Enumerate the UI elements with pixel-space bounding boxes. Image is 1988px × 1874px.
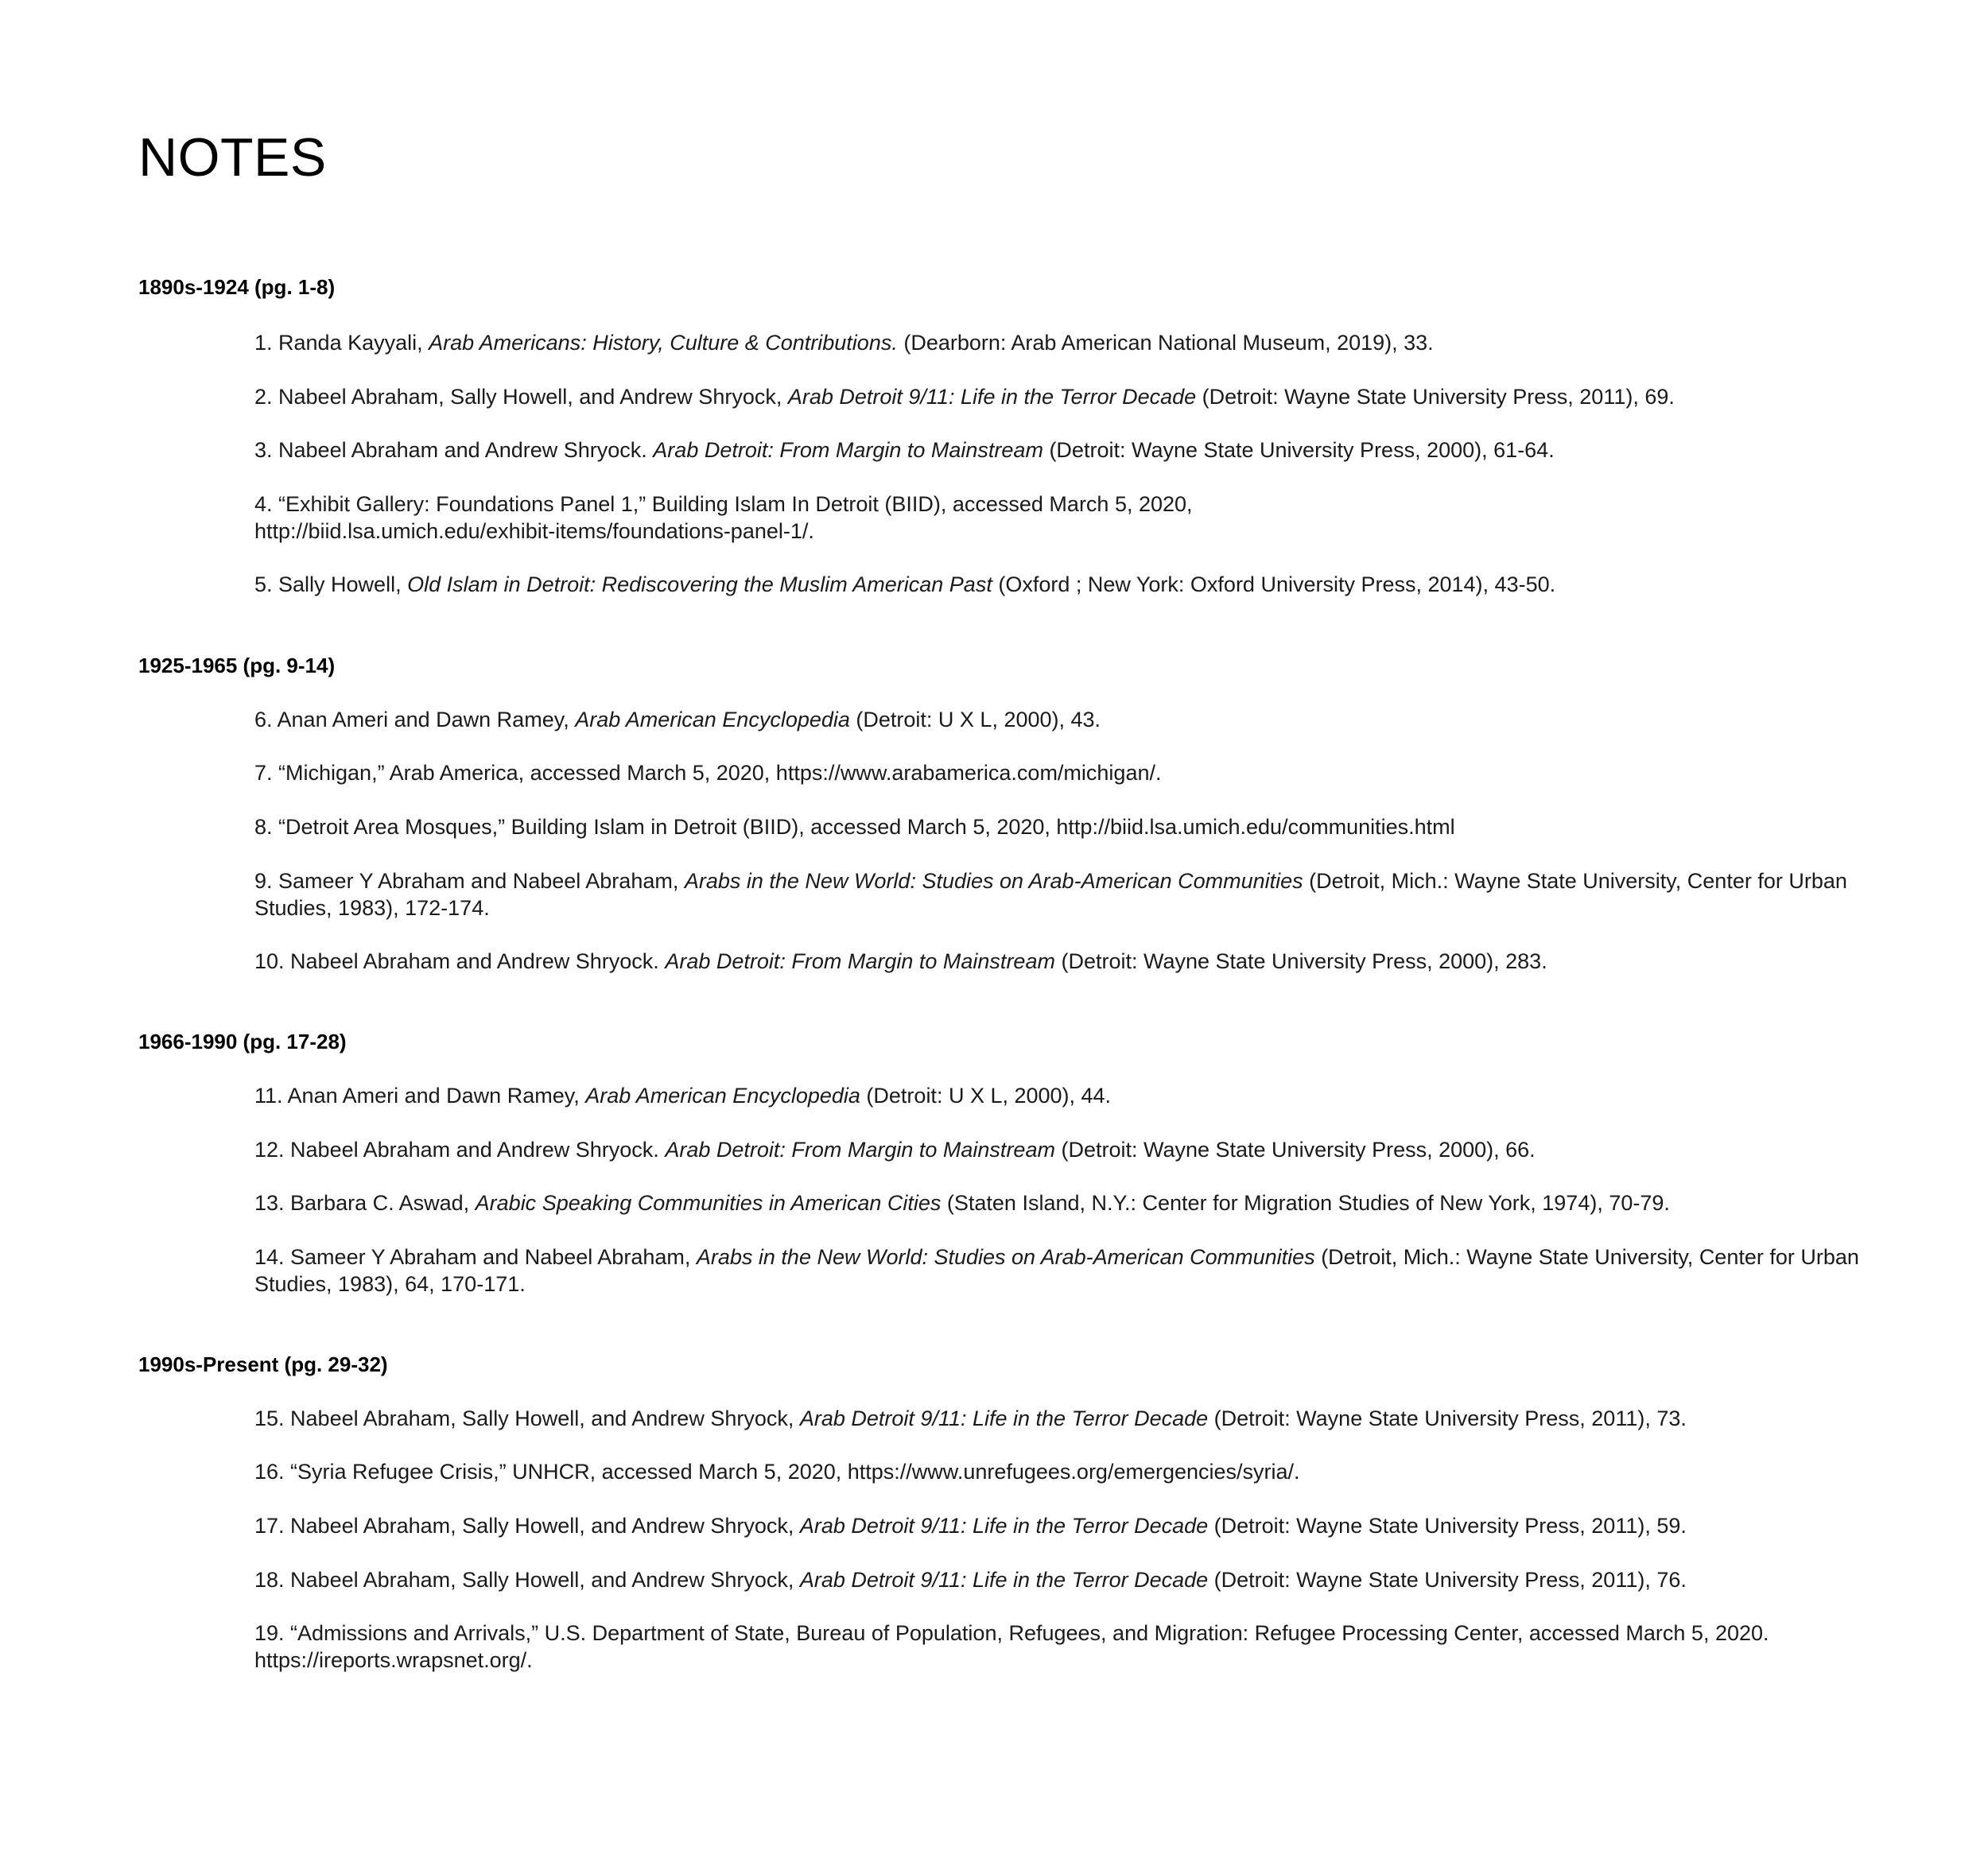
note-item: 14. Sameer Y Abraham and Nabeel Abraham, Arabs in the New World: Studies on Arab-American Communities (Detroit, Mich.: Wayne State University, Center for Urban Studies, 1983), 64, 170-171. [254,1245,1859,1296]
note-item: 3. Nabeel Abraham and Andrew Shryock. Arab Detroit: From Margin to Mainstream (Detroit: Wayne State University Press, 2000), 61-64. [254,438,1555,462]
note-item: 19. “Admissions and Arrivals,” U.S. Department of State, Bureau of Population, Refugees, and Migration: Refugee Processing Center, accessed March 5, 2020. https://ireports.wrapsnet.org/. [254,1621,1769,1672]
section-heading: 1966-1990 (pg. 17-28) [138,1030,347,1053]
note-item: 9. Sameer Y Abraham and Nabeel Abraham, Arabs in the New World: Studies on Arab-American Communities (Detroit, Mich.: Wayne State University, Center for Urban Studies, 1983), 172-174. [254,869,1847,920]
section-heading: 1890s-1924 (pg. 1-8) [138,275,336,299]
note-item: 16. “Syria Refugee Crisis,” UNHCR, accessed March 5, 2020, https://www.unrefugees.org/emergencies/syria/. [254,1460,1300,1484]
note-item: 11. Anan Ameri and Dawn Ramey, Arab American Encyclopedia (Detroit: U X L, 2000), 44. [254,1084,1112,1108]
note-item: 10. Nabeel Abraham and Andrew Shryock. Arab Detroit: From Margin to Mainstream (Detroit: Wayne State University Press, 2000), 283. [254,949,1547,973]
note-item: 13. Barbara C. Aswad, Arabic Speaking Communities in American Cities (Staten Island, N.Y.: Center for Migration Studies of New York, 1974), 70-79. [254,1191,1670,1215]
note-item: 5. Sally Howell, Old Islam in Detroit: Rediscovering the Muslim American Past (Oxford ; New York: Oxford University Press, 2014), 43-50. [254,572,1556,596]
note-item: 17. Nabeel Abraham, Sally Howell, and Andrew Shryock, Arab Detroit 9/11: Life in the Terror Decade (Detroit: Wayne State University Press, 2011), 59. [254,1514,1687,1538]
note-item: 8. “Detroit Area Mosques,” Building Islam in Detroit (BIID), accessed March 5, 2020, http://biid.lsa.umich.edu/communities.html [254,815,1455,839]
section-heading: 1990s-Present (pg. 29-32) [138,1352,388,1376]
note-item: 2. Nabeel Abraham, Sally Howell, and Andrew Shryock, Arab Detroit 9/11: Life in the Terror Decade (Detroit: Wayne State University Press, 2011), 69. [254,385,1675,409]
note-item: 7. “Michigan,” Arab America, accessed March 5, 2020, https://www.arabamerica.com/michigan/. [254,761,1162,785]
note-item: 1. Randa Kayyali, Arab Americans: History, Culture & Contributions. (Dearborn: Arab American National Museum, 2019), 33. [254,331,1434,355]
note-item: 18. Nabeel Abraham, Sally Howell, and Andrew Shryock, Arab Detroit 9/11: Life in the Terror Decade (Detroit: Wayne State University Press, 2011), 76. [254,1568,1687,1592]
note-item: 6. Anan Ameri and Dawn Ramey, Arab American Encyclopedia (Detroit: U X L, 2000), 43. [254,708,1101,731]
note-item: 12. Nabeel Abraham and Andrew Shryock. Arab Detroit: From Margin to Mainstream (Detroit: Wayne State University Press, 2000), 66. [254,1138,1536,1162]
note-item: 4. “Exhibit Gallery: Foundations Panel 1,” Building Islam In Detroit (BIID), accessed March 5, 2020, http://biid.lsa.umich.edu/exhibit-items/foundations-panel-1/. [254,492,1193,543]
note-item: 15. Nabeel Abraham, Sally Howell, and Andrew Shryock, Arab Detroit 9/11: Life in the Terror Decade (Detroit: Wayne State University Press, 2011), 73. [254,1406,1687,1430]
page-title: NOTES [138,127,327,188]
section-heading: 1925-1965 (pg. 9-14) [138,654,336,677]
